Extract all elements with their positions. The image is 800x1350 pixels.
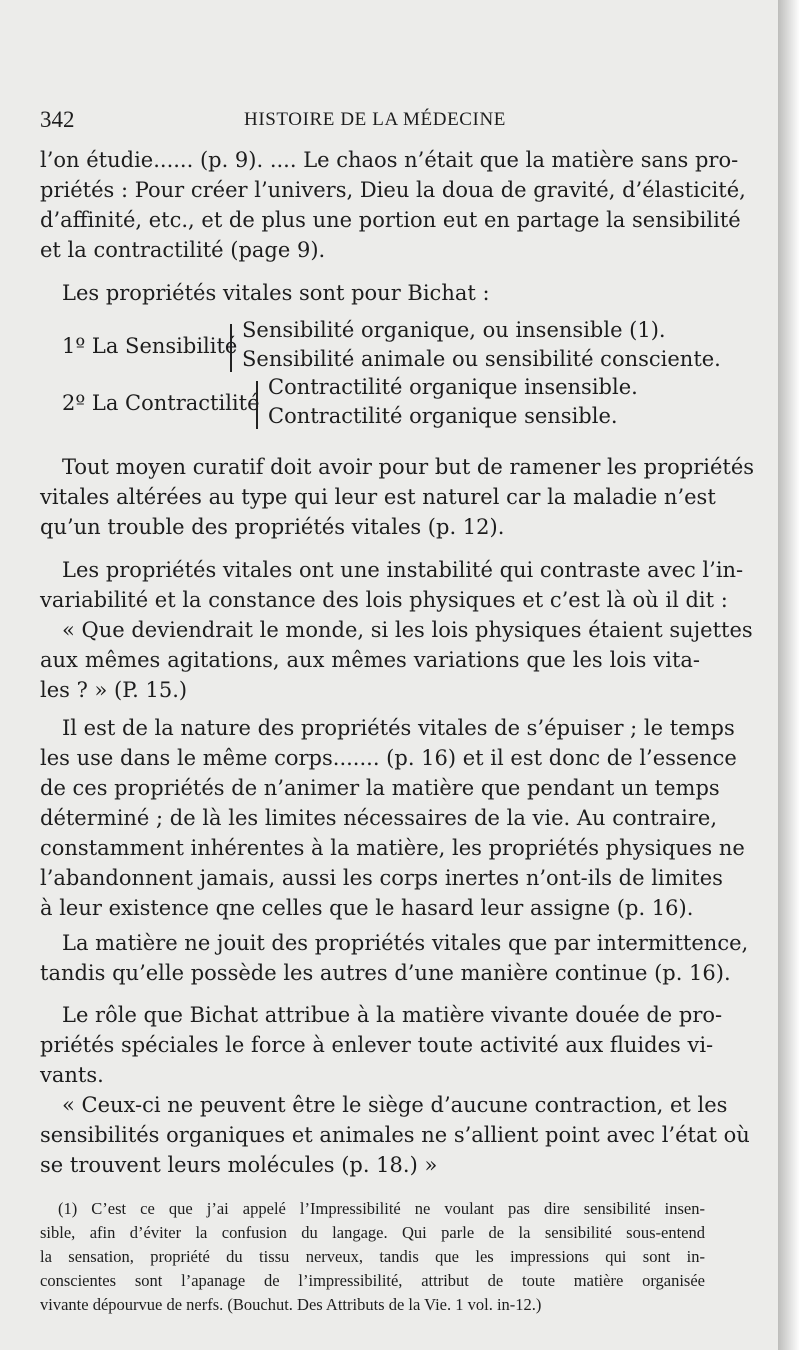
text-line: les ? » (P. 15.) [40, 678, 188, 702]
paragraph-instability [40, 555, 753, 705]
text-line: tandis qu’elle possède les autres d’une manière continue (p. 16). [40, 961, 731, 985]
footnote-line: vivante dépourvue de nerfs. (Bouchut. Des Attributs de la Vie. 1 vol. in-12.) [40, 1295, 542, 1314]
paragraph-curative-means [40, 452, 755, 542]
text-line: Tout moyen curatif doit avoir pour but de ramener les propriétés [62, 455, 755, 479]
classification-item: Sensibilité animale ou sensibilité consciente. [242, 347, 721, 371]
text-line: à leur existence qne celles que le hasard leur assigne (p. 16). [40, 896, 694, 920]
page-edge-shadow [778, 0, 800, 1350]
text-line: qu’un trouble des propriétés vitales (p. 12). [40, 515, 505, 539]
page-number: 342 [40, 107, 75, 132]
text-line: « Que deviendrait le monde, si les lois physiques étaient sujettes [62, 618, 753, 642]
text-line: les use dans le même corps....... (p. 16) et il est donc de l’essence [40, 746, 737, 770]
classification-label: 2º La Contractilité [62, 391, 260, 415]
running-title: HISTOIRE DE LA MÉDECINE [244, 109, 507, 130]
text-line: vitales altérées au type qui leur est naturel car la maladie n’est [40, 485, 716, 509]
footnote-line: conscientes sont l’apanage de l’impressibilité, attribut de toute matière organisée [40, 1271, 705, 1290]
classification-contractility [62, 375, 702, 437]
text-line: Le rôle que Bichat attribue à la matière vivante douée de pro- [62, 1003, 723, 1027]
text-line: Les propriétés vitales ont une instabilité qui contraste avec l’in- [62, 558, 744, 582]
footnote-line: sible, afin d’éviter la confusion du langage. Qui parle de la sensibilité sous-entend [40, 1223, 705, 1242]
text-line: l’on étudie...... (p. 9). .... Le chaos n’était que la matière sans pro- [40, 148, 739, 172]
paragraph-exhaustion [40, 713, 745, 923]
text-line: l’abandonnent jamais, aussi les corps inertes n’ont-ils de limites [40, 866, 723, 890]
classification-item: Sensibilité organique, ou insensible (1). [242, 318, 666, 342]
text-line: aux mêmes agitations, aux mêmes variations que les lois vita- [40, 648, 700, 672]
footnote [40, 1197, 705, 1317]
text-line: Il est de la nature des propriétés vitales de s’épuiser ; le temps [62, 716, 735, 740]
text-line: La matière ne jouit des propriétés vitales que par intermittence, [62, 931, 749, 955]
text-line: d’affinité, etc., et de plus une portion eut en partage la sensibilité [40, 208, 741, 232]
classification-item: Contractilité organique sensible. [268, 404, 618, 428]
text-line: déterminé ; de là les limites nécessaires de la vie. Au contraire, [40, 806, 718, 830]
text-line: de ces propriétés de n’animer la matière que pendant un temps [40, 776, 720, 800]
classification-items [242, 318, 721, 376]
text-line: priétés : Pour créer l’univers, Dieu la doua de gravité, d’élasticité, [40, 178, 746, 202]
text-line: se trouvent leurs molécules (p. 18.) » [40, 1153, 438, 1177]
text-line: constamment inhérentes à la matière, les propriétés physiques ne [40, 836, 745, 860]
footnote-line: la sensation, propriété du tissu nerveux, tandis que les impressions qui sont in- [40, 1247, 705, 1266]
brace-mark [256, 381, 266, 429]
text-line: vants. [40, 1063, 104, 1087]
footnote-line: (1) C’est ce que j’ai appelé l’Impressibilité ne voulant pas dire sensibilité insen- [58, 1199, 705, 1218]
classification-sensibility [62, 318, 721, 380]
text-line: Les propriétés vitales sont pour Bichat : [62, 281, 490, 305]
paragraph-chaos [40, 145, 746, 265]
paragraph-vital-properties-intro [40, 278, 700, 308]
classification-label: 1º La Sensibilité [62, 334, 238, 358]
classification-item: Contractilité organique insensible. [268, 375, 638, 399]
classification-items [268, 375, 638, 433]
text-line: variabilité et la constance des lois physiques et c’est là où il dit : [40, 588, 728, 612]
text-line: priétés spéciales le force à enlever toute activité aux fluides vi- [40, 1033, 714, 1057]
page-header [40, 107, 700, 137]
paragraph-intermittence [40, 928, 749, 988]
brace-mark [230, 324, 240, 372]
text-line: et la contractilité (page 9). [40, 238, 326, 262]
paragraph-fluids [40, 1000, 750, 1180]
text-line: « Ceux-ci ne peuvent être le siège d’aucune contraction, et les [62, 1093, 728, 1117]
text-line: sensibilités organiques et animales ne s’allient point avec l’état où [40, 1123, 750, 1147]
